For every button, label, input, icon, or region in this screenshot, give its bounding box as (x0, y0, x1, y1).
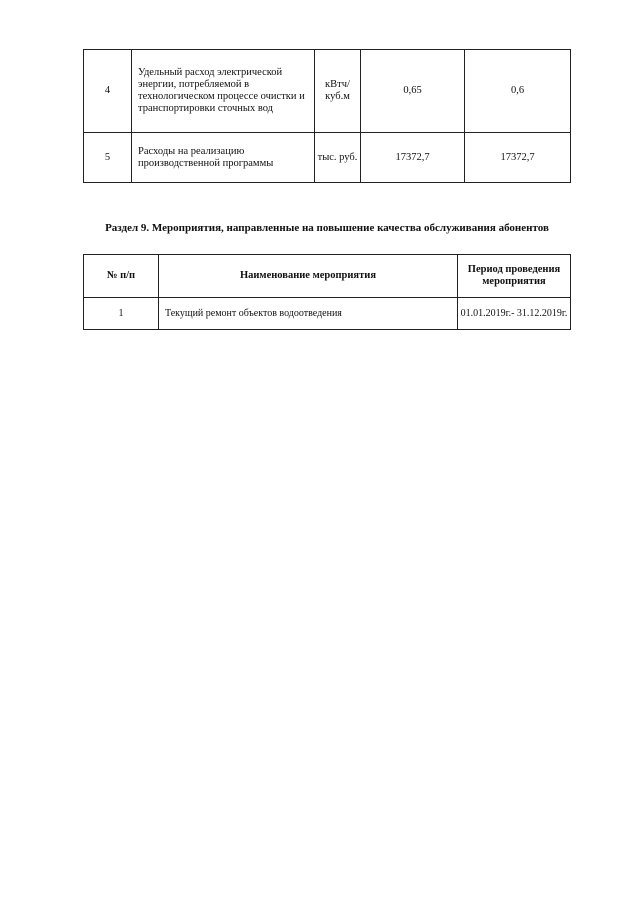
indicator-value-1: 17372,7 (361, 133, 465, 183)
indicator-value-2: 0,6 (465, 50, 571, 133)
indicator-unit: тыс. руб. (315, 133, 361, 183)
indicator-value-1: 0,65 (361, 50, 465, 133)
measure-name: Текущий ремонт объектов водоотведения (159, 298, 458, 330)
measure-period: 01.01.2019г.- 31.12.2019г. (458, 298, 571, 330)
header-period: Период проведения мероприятия (458, 255, 571, 298)
table-header-row (84, 255, 571, 298)
indicator-value-2: 17372,7 (465, 133, 571, 183)
table-row (84, 298, 571, 330)
indicator-unit: кВтч/ куб.м (315, 50, 361, 133)
indicator-name: Удельный расход электрической энергии, потребляемой в технологическом процессе очистки и транспортировки сточных вод (132, 50, 315, 133)
measures-table (83, 254, 571, 330)
header-name: Наименование мероприятия (159, 255, 458, 298)
indicator-name: Расходы на реализацию производственной программы (132, 133, 315, 183)
section-title: Раздел 9. Мероприятия, направленные на повышение качества обслуживания абонентов (105, 222, 549, 234)
row-number: 4 (84, 50, 132, 133)
table-row (84, 133, 571, 183)
indicators-table (83, 49, 571, 183)
table-row (84, 50, 571, 133)
row-number: 5 (84, 133, 132, 183)
row-number: 1 (84, 298, 159, 330)
header-number: № п/п (84, 255, 159, 298)
